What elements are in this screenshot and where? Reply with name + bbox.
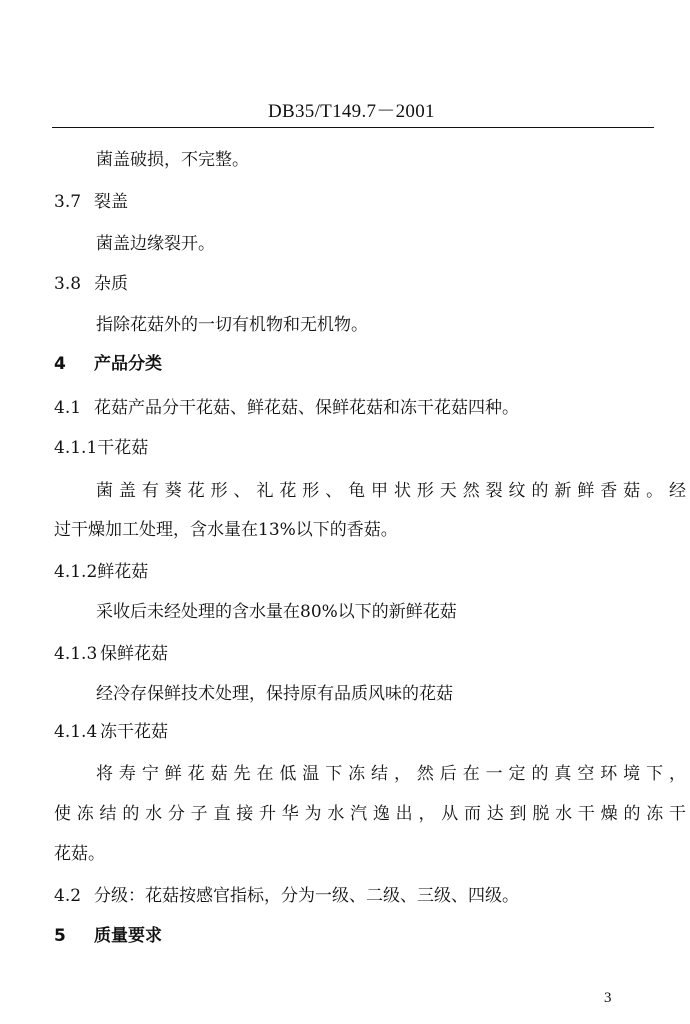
section-4-1-3-heading xyxy=(54,642,168,666)
page-number: 3 xyxy=(604,990,612,1006)
section-title: 冻干花菇 xyxy=(100,722,168,742)
paragraph-fresh: 采收后未经处理的含水量在80%以下的新鲜花菇 xyxy=(96,602,457,622)
section-5-heading xyxy=(54,924,162,948)
section-4-1 xyxy=(54,396,519,420)
paragraph-cap-damage: 菌盖破损，不完整。 xyxy=(96,150,249,170)
section-text: 花菇产品分干花菇、鲜花菇、保鲜花菇和冻干花菇四种。 xyxy=(94,398,519,418)
paragraph-dried-line-1: 菌盖有葵花形、礼花形、龟甲状形天然裂纹的新鲜香菇。经 xyxy=(96,481,686,501)
section-3-7-heading xyxy=(54,190,128,214)
paragraph-freeze-dried-line-3: 花菇。 xyxy=(54,844,105,864)
section-number: 3.7 xyxy=(54,192,82,212)
section-title: 质量要求 xyxy=(94,926,162,946)
section-text: 分级：花菇按感官指标，分为一级、二级、三级、四级。 xyxy=(94,886,519,906)
section-number: 5 xyxy=(54,926,66,946)
section-title: 杂质 xyxy=(94,274,128,294)
paragraph-cap-split: 菌盖边缘裂开。 xyxy=(96,234,215,254)
paragraph-freeze-dried-line-2: 使冻结的水分子直接升华为水汽逸出，从而达到脱水干燥的冻干 xyxy=(54,804,686,824)
section-number: 4.1.3 xyxy=(54,644,98,664)
section-4-1-4-heading xyxy=(54,720,168,744)
section-number: 3.8 xyxy=(54,274,82,294)
section-4-1-1-heading: 4.1.1干花菇 xyxy=(54,438,149,458)
section-number: 4 xyxy=(54,354,66,374)
paragraph-preserved: 经冷存保鲜技术处理，保持原有品质风味的花菇 xyxy=(96,684,453,704)
section-title: 产品分类 xyxy=(94,354,162,374)
section-3-8-heading xyxy=(54,272,128,296)
paragraph-dried-line-2: 过干燥加工处理，含水量在13%以下的香菇。 xyxy=(54,520,398,540)
paragraph-freeze-dried-line-1: 将寿宁鲜花菇先在低温下冻结，然后在一定的真空环境下， xyxy=(96,764,686,784)
standard-code-header: DB35/T149.7－2001 xyxy=(268,101,435,122)
section-4-heading xyxy=(54,352,162,376)
section-number: 4.2 xyxy=(54,886,82,906)
section-4-1-2-heading: 4.1.2鲜花菇 xyxy=(54,562,149,582)
paragraph-impurity: 指除花菇外的一切有机物和无机物。 xyxy=(96,315,368,335)
header-rule xyxy=(52,127,654,128)
section-number: 4.1 xyxy=(54,398,82,418)
section-number: 4.1.4 xyxy=(54,722,98,742)
section-title: 裂盖 xyxy=(94,192,128,212)
section-4-2 xyxy=(54,884,519,908)
section-title: 保鲜花菇 xyxy=(100,644,168,664)
